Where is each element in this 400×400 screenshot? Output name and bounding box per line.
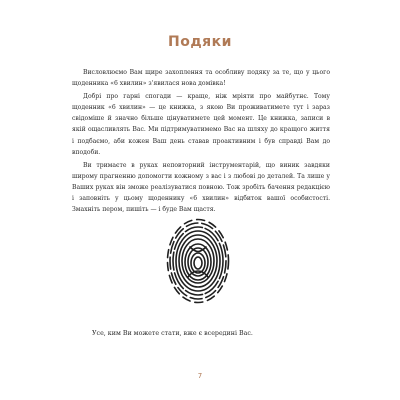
closing-line: Усе, ким Ви можете стати, вже є всередині Вас. xyxy=(92,330,253,337)
paragraph-1: Висловлюємо Вам щире захоплення та особливу подяку за те, що у цього щоденника «6 хвилин» з'явилася нова домівка! xyxy=(72,69,330,88)
paragraph-2: Добрі про гарні спогади — краще, ніж мріяти про майбутнє. Тому щоденник «6 хвилин» — це книжка, з якою Ви проживатимете тут і зараз свідоміше й значно більше цінуватимете цей момент. Це книжка, записи в якій ощасливлять Вас. Ми підтримуватимемо Вас на шляху до кращого життя і подбаємо, аби кожен Ваш день ставав проактивним і був справді Вам до вподоби. xyxy=(72,93,330,156)
fingerprint-icon xyxy=(166,217,230,305)
body-text xyxy=(72,67,330,217)
page-number: 7 xyxy=(197,372,203,380)
page-title: Подяки xyxy=(168,34,232,50)
paragraph-3: Ви тримаєте в руках неповторний інструментарій, що виник завдяки широму прагненню допомогти кожному з вас і з любові до деталей. Та лише у Ваших руках він зможе реалізуватися повною. Тож зробіть бачення редакцією і заповніть у цьому щоденнику «6 хвилин» відбиток вашої особистості. Змахніть пером, пишіть — і буде Вам щастя. xyxy=(72,161,330,214)
